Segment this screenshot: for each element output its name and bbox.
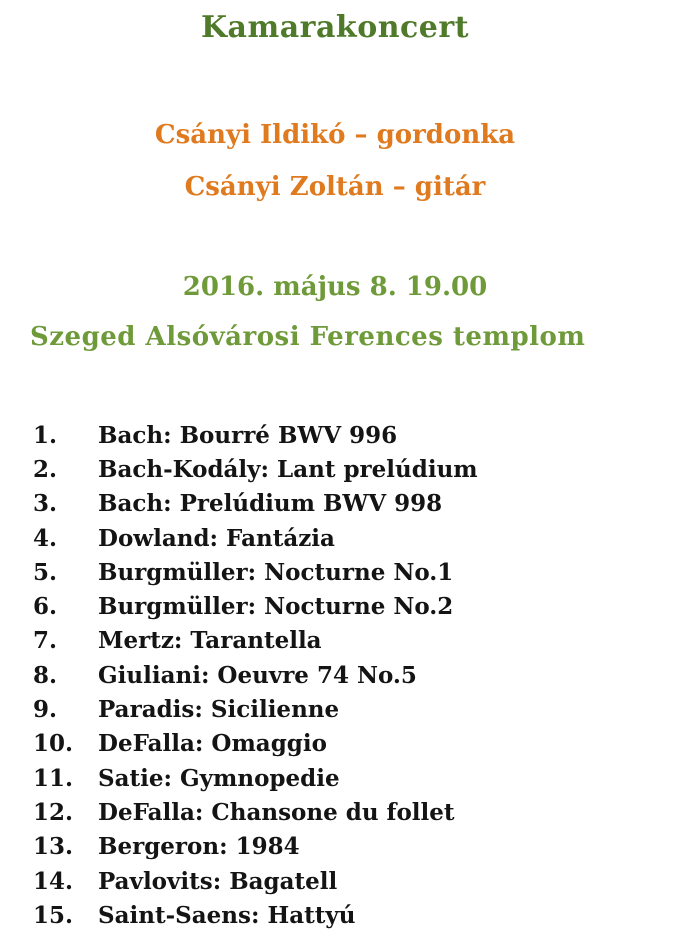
program-item-piece: Bergeron: 1984	[98, 833, 300, 861]
program-item-number: 6.	[33, 593, 58, 621]
program-item-number: 5.	[33, 558, 58, 586]
program-item-piece: Paradis: Sicilienne	[98, 696, 340, 724]
program-item-number: 13.	[33, 833, 74, 861]
program-item-number: 1.	[33, 421, 58, 449]
program-item-piece: Saint-Saens: Hattyú	[98, 901, 356, 929]
program-list	[33, 418, 653, 932]
concert-title: Kamarakoncert	[200, 10, 470, 45]
program-item-piece: Pavlovits: Bagatell	[98, 867, 338, 895]
program-item-number: 11.	[33, 764, 74, 792]
program-item-piece: Bach-Kodály: Lant prelúdium	[98, 455, 478, 483]
program-item-piece: Bach: Bourré BWV 996	[98, 421, 398, 449]
program-item	[33, 452, 653, 486]
program-item	[33, 830, 653, 864]
program-item	[33, 624, 653, 658]
performer-cellist: Csányi Ildikó – gordonka	[154, 120, 516, 150]
program-item-piece: Bach: Prelúdium BWV 998	[98, 490, 443, 518]
program-item	[33, 487, 653, 521]
program-item	[33, 795, 653, 829]
program-item	[33, 555, 653, 589]
program-item	[33, 418, 653, 452]
program-item	[33, 658, 653, 692]
program-item-number: 4.	[33, 524, 58, 552]
program-item-number: 2.	[33, 455, 58, 483]
program-item-piece: Dowland: Fantázia	[98, 524, 335, 552]
concert-venue: Szeged Alsóvárosi Ferences templom	[30, 322, 586, 352]
program-item-number: 8.	[33, 661, 58, 689]
program-item	[33, 864, 653, 898]
program-item-piece: DeFalla: Chansone du follet	[98, 798, 455, 826]
program-item-piece: Giuliani: Oeuvre 74 No.5	[98, 661, 417, 689]
program-item-piece: Burgmüller: Nocturne No.1	[98, 558, 454, 586]
performer-guitarist: Csányi Zoltán – gitár	[184, 172, 486, 202]
program-item-number: 7.	[33, 627, 58, 655]
program-item-number: 14.	[33, 867, 74, 895]
program-item	[33, 761, 653, 795]
program-item-piece: Satie: Gymnopedie	[98, 764, 340, 792]
program-item	[33, 521, 653, 555]
program-item	[33, 727, 653, 761]
program-item-piece: DeFalla: Omaggio	[98, 730, 327, 758]
program-item-number: 3.	[33, 490, 58, 518]
program-item-piece: Burgmüller: Nocturne No.2	[98, 593, 454, 621]
program-item	[33, 589, 653, 623]
program-item-piece: Mertz: Tarantella	[98, 627, 322, 655]
concert-date-time: 2016. május 8. 19.00	[182, 272, 488, 302]
program-item-number: 9.	[33, 696, 58, 724]
program-item	[33, 692, 653, 726]
program-item-number: 15.	[33, 901, 74, 929]
program-item	[33, 898, 653, 932]
program-item-number: 12.	[33, 798, 74, 826]
program-item-number: 10.	[33, 730, 74, 758]
